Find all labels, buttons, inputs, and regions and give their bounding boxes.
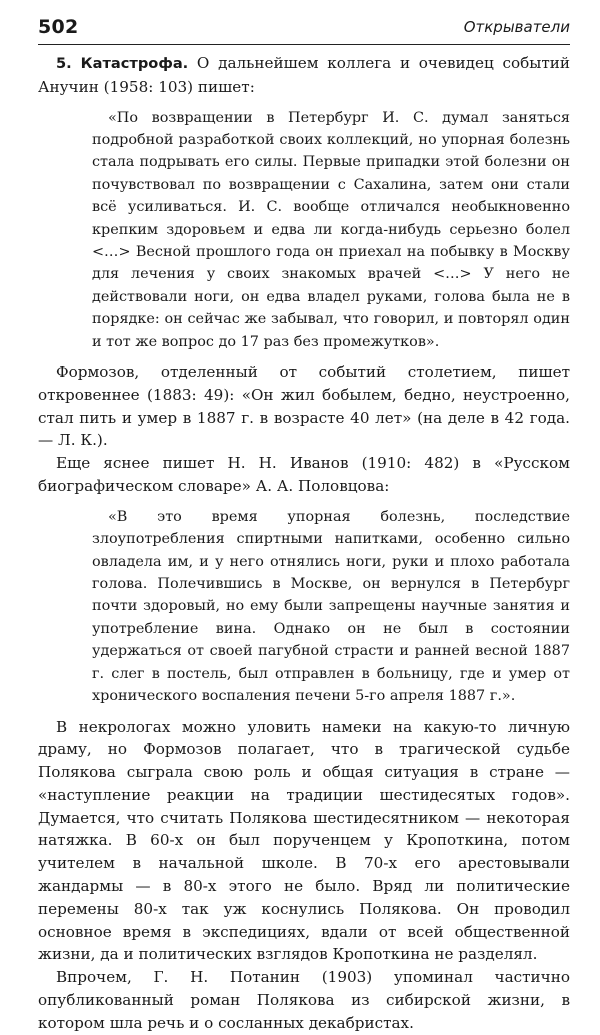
paragraph-4: В некрологах можно уловить намеки на какую-то личную драму, но Формозов полагает, что в трагической судьбе Полякова сыграла свою роль и общая ситуация в стране — «наступление реакции на традиции шестидесятых годов». Думается, что считать Полякова шестидесятником — некоторая натяжка. В 60-х он был порученцем у Кропоткина, потом учителем в начальной школе. В 70-х его арестовывали жандармы — в 80-х этого не было. Вряд ли политические перемены 80-х так уж коснулись Полякова. Он проводил основное время в экспедициях, вдали от всей общественной жизни, да и политических взглядов Кропоткина не разделял. xyxy=(38,717,570,964)
section-heading: 5. Катастрофа. xyxy=(56,55,189,72)
paragraph-5: Впрочем, Г. Н. Потанин (1903) упоминал частично опубликованный роман Полякова из сибирской жизни, в котором шла речь и о сосланных декабристах. xyxy=(38,968,570,1032)
paragraph-2: Формозов, отделенный от событий столетием, пишет откровеннее (1883: 49): «Он жил бобылем, бедно, неустроенно, стал пить и умер в 1887 г. в возрасте 40 лет» (на деле в 42 года. — Л. К.). xyxy=(38,363,570,450)
page-body xyxy=(38,52,570,1035)
page-header xyxy=(38,14,570,45)
block-quote-1: «По возвращении в Петербург И. С. думал заняться подробной разработкой своих коллекций, но упорная болезнь стала подрывать его силы. Первые припадки этой болезни он почувствовал по возвращении с Сахалина, затем они стали всё усиливаться. И. С. вообще отличался необыкновенно крепким здоровьем и едва ли когда-нибудь серьезно болел <…> Весной прошлого года он приехал на побывку в Москву для лечения у своих знакомых врачей <…> У него не действовали ноги, он едва владел руками, голова была не в порядке: он сейчас же забывал, что говорил, и повторял один и тот же вопрос до 17 раз без промежутков». xyxy=(92,109,570,350)
paragraph-1 xyxy=(38,52,570,99)
paragraph-3: Еще яснее пишет Н. Н. Иванов (1910: 482) в «Русском биографическом словаре» А. А. Половцова: xyxy=(38,454,570,496)
running-title: Открыватели xyxy=(463,18,570,36)
block-quote-2: «В это время упорная болезнь, последствие злоупотребления спиртными напитками, особенно сильно овладела им, и у него отнялись ноги, руки и плохо работала голова. Полечившись в Москве, он вернулся в Петербург почти здоровый, но ему были запрещены научные занятия и употребление вина. Однако он не был в состоянии удержаться от своей пагубной страсти и ранней весной 1887 г. слег в постель, был отправлен в больницу, где и умер от хронического воспаления печени 5-го апреля 1887 г.». xyxy=(92,508,570,705)
page-number: 502 xyxy=(38,16,79,38)
paragraph-1-text: О дальнейшем коллега и очевидец событий Анучин (1958: 103) пишет: xyxy=(38,54,570,96)
